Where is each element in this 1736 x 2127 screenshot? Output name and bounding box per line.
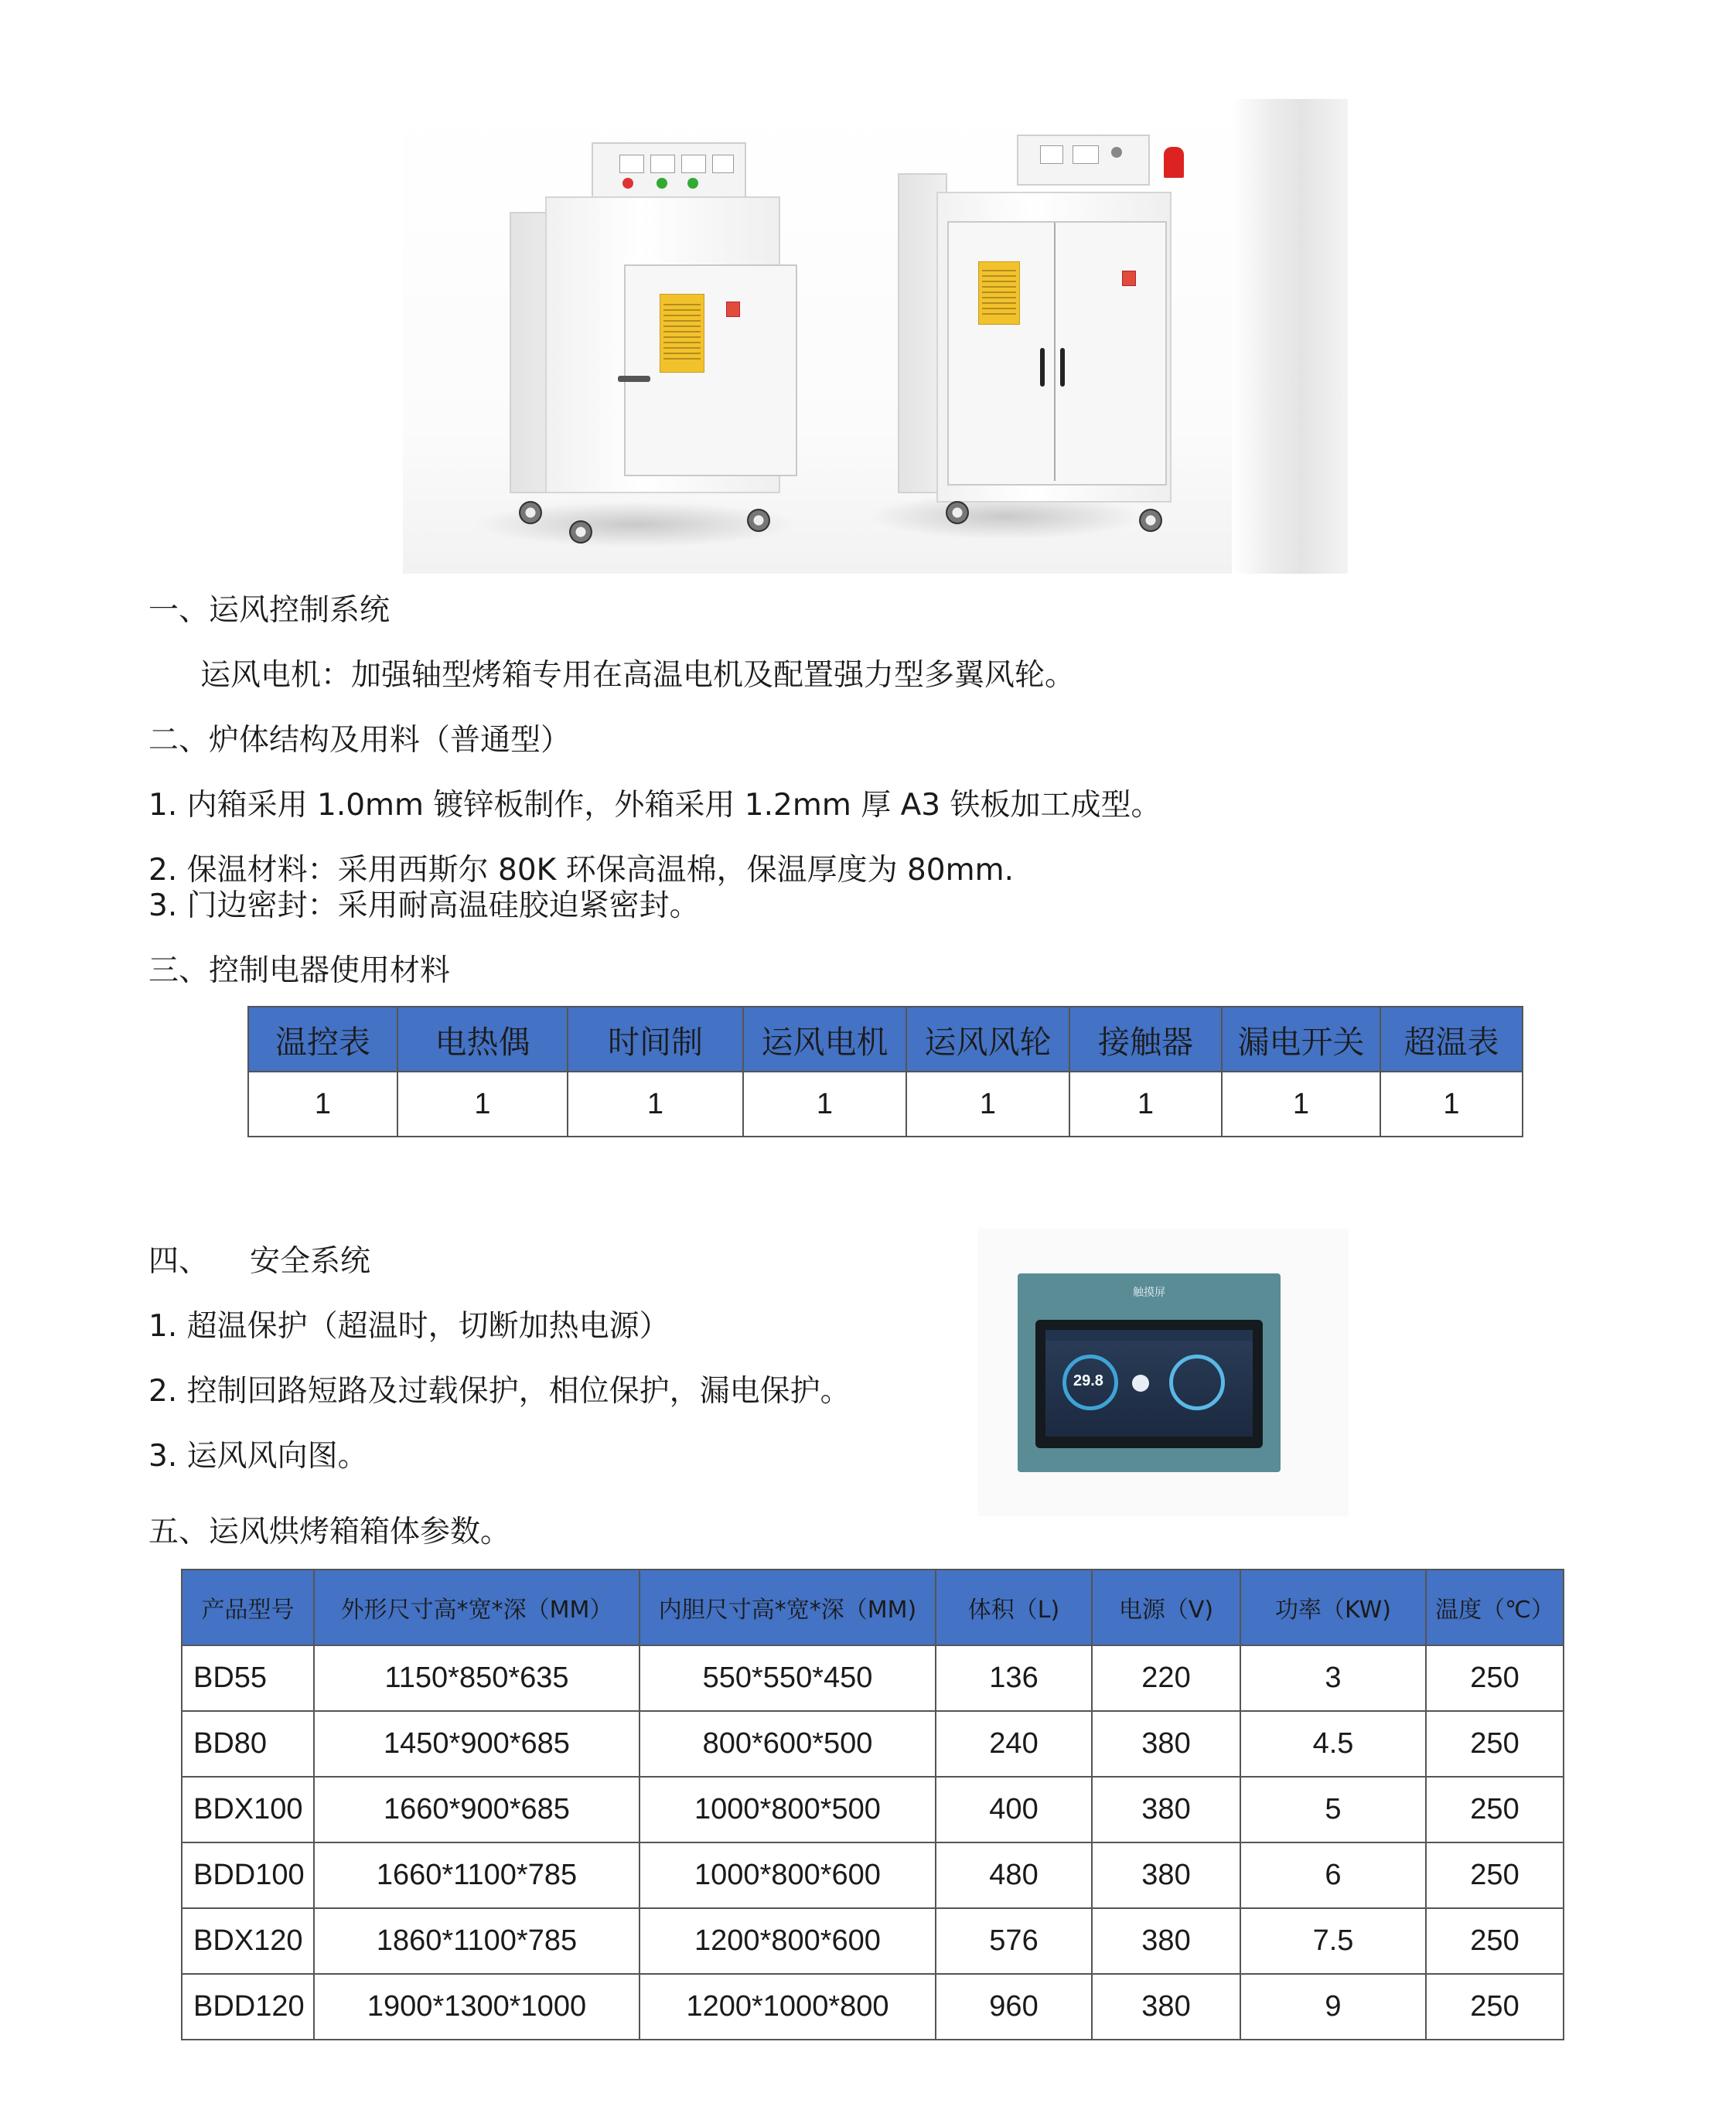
oven-door [624, 264, 797, 476]
section4-item: 1. 超温保护（超温时，切断加热电源） [148, 1309, 670, 1344]
table-cell: 5 [1240, 1777, 1426, 1842]
table-cell: 380 [1092, 1777, 1240, 1842]
section2-item: 3. 门边密封：采用耐高温硅胶迫紧密封。 [148, 888, 700, 923]
table-cell: 380 [1092, 1711, 1240, 1777]
table-header-cell: 体积（L) [936, 1570, 1092, 1645]
temp-meter [619, 155, 644, 173]
section4-item: 2. 控制回路短路及过载保护，相位保护，漏电保护。 [148, 1374, 851, 1409]
table-cell: 380 [1092, 1842, 1240, 1908]
table-cell: 1860*1100*785 [314, 1908, 639, 1974]
table-cell: 1660*900*685 [314, 1777, 639, 1842]
table-cell: 380 [1092, 1908, 1240, 1974]
section4-item: 3. 运风风向图。 [148, 1439, 368, 1474]
model-cell: BDX120 [182, 1908, 314, 1974]
table-cell: 380 [1092, 1974, 1240, 2040]
table-row [182, 1645, 1564, 1711]
door-handle [1040, 348, 1045, 387]
table-cell: 1 [1069, 1072, 1222, 1137]
table-header-cell: 内胆尺寸高*宽*深（MM) [639, 1570, 936, 1645]
control-panel [592, 142, 746, 198]
section5-heading: 五、运风烘烤箱箱体参数。 [148, 1515, 511, 1549]
table-cell: 250 [1426, 1842, 1564, 1908]
screen-title: 触摸屏 [1133, 1287, 1165, 1299]
section4-heading: 安全系统 [250, 1244, 371, 1279]
table-header-cell: 接触器 [1069, 1007, 1222, 1072]
temp-meter [1040, 145, 1063, 164]
table-row [248, 1072, 1523, 1137]
table-cell: 7.5 [1240, 1908, 1426, 1974]
table-cell: 250 [1426, 1974, 1564, 2040]
timer-gauge-icon [1169, 1355, 1225, 1410]
table-header-cell: 电热偶 [397, 1007, 568, 1072]
model-cell: BD55 [182, 1645, 314, 1711]
table-row [182, 1974, 1564, 2040]
table-row [182, 1711, 1564, 1777]
model-cell: BDD120 [182, 1974, 314, 2040]
table-header-cell: 外形尺寸高*宽*深（MM） [314, 1570, 639, 1645]
control-panel [1017, 135, 1150, 186]
oven-body [936, 192, 1172, 503]
alarm-light-icon [1164, 147, 1184, 178]
timer-meter [650, 155, 675, 173]
table-cell: 1 [397, 1072, 568, 1137]
table-cell: 576 [936, 1908, 1092, 1974]
table-cell: 240 [936, 1711, 1092, 1777]
hazard-sticker [1122, 271, 1136, 286]
table-header-cell: 电源（V) [1092, 1570, 1240, 1645]
table-header-cell: 功率（KW) [1240, 1570, 1426, 1645]
table-cell: 800*600*500 [639, 1711, 936, 1777]
gauge-value: 29.8 [1073, 1372, 1103, 1389]
table-row [182, 1908, 1564, 1974]
switch-knob [1111, 147, 1122, 158]
table-cell: 136 [936, 1645, 1092, 1711]
table-cell: 220 [1092, 1645, 1240, 1711]
indicator-light [657, 178, 667, 189]
section4-heading-number: 四、 [148, 1244, 210, 1279]
table-cell: 6 [1240, 1842, 1426, 1908]
table-cell: 4.5 [1240, 1711, 1426, 1777]
table-cell: 1150*850*635 [314, 1645, 639, 1711]
table-cell: 250 [1426, 1777, 1564, 1842]
table-cell: 400 [936, 1777, 1092, 1842]
table-row [182, 1842, 1564, 1908]
table-cell: 1000*800*600 [639, 1842, 936, 1908]
table-cell: 1200*1000*800 [639, 1974, 936, 2040]
table-cell: 550*550*450 [639, 1645, 936, 1711]
table-cell: 1 [1380, 1072, 1523, 1137]
product-photo [403, 99, 1348, 574]
table-cell: 1660*1100*785 [314, 1842, 639, 1908]
screen-display [1045, 1330, 1253, 1437]
table-cell: 9 [1240, 1974, 1426, 2040]
table-cell: 1 [1222, 1072, 1380, 1137]
section3-heading: 三、控制电器使用材料 [148, 953, 451, 988]
table-cell: 1200*800*600 [639, 1908, 936, 1974]
caster-wheel [569, 520, 592, 544]
indicator-light [687, 178, 698, 189]
section2-item: 2. 保温材料：采用西斯尔 80K 环保高温棉，保温厚度为 80mm. [148, 853, 1015, 888]
table-row [182, 1777, 1564, 1842]
caster-wheel [1139, 509, 1162, 532]
table-header-row [182, 1570, 1564, 1645]
table-header-cell: 时间制 [568, 1007, 743, 1072]
status-bar [1045, 1330, 1253, 1341]
table-cell: 1 [906, 1072, 1069, 1137]
oven-parameters-table [181, 1569, 1564, 2040]
meter [712, 155, 734, 173]
table-header-cell: 漏电开关 [1222, 1007, 1380, 1072]
table-cell: 250 [1426, 1645, 1564, 1711]
section1-body: 运风电机：加强轴型烤箱专用在高温电机及配置强力型多翼风轮。 [200, 658, 1076, 693]
table-header-cell: 温控表 [248, 1007, 397, 1072]
table-cell: 1900*1300*1000 [314, 1974, 639, 2040]
section2-item: 1. 内箱采用 1.0mm 镀锌板制作，外箱采用 1.2mm 厚 A3 铁板加工成型。 [148, 788, 1161, 823]
table-header-cell: 运风风轮 [906, 1007, 1069, 1072]
screen-bezel [1035, 1320, 1263, 1448]
touch-screen-panel [1018, 1273, 1281, 1472]
table-cell: 1 [743, 1072, 906, 1137]
caster-wheel [946, 501, 969, 524]
door-latch [618, 376, 650, 382]
table-header-row [248, 1007, 1523, 1072]
warning-label [978, 261, 1020, 325]
indicator-light [622, 178, 633, 189]
caster-wheel [519, 501, 542, 524]
section1-heading: 一、运风控制系统 [148, 593, 391, 628]
model-cell: BDD100 [182, 1842, 314, 1908]
power-button-icon [1132, 1375, 1149, 1392]
meter [681, 155, 706, 173]
electrical-materials-table [247, 1006, 1523, 1137]
caster-wheel [747, 509, 770, 532]
timer-meter [1073, 145, 1099, 164]
table-header-cell: 超温表 [1380, 1007, 1523, 1072]
background-pillar [1232, 99, 1348, 574]
table-header-cell: 温度（℃） [1426, 1570, 1564, 1645]
table-cell: 1 [248, 1072, 397, 1137]
table-cell: 1000*800*500 [639, 1777, 936, 1842]
model-cell: BD80 [182, 1711, 314, 1777]
hazard-sticker [726, 302, 740, 317]
table-cell: 1 [568, 1072, 743, 1137]
table-cell: 250 [1426, 1711, 1564, 1777]
oven-body [545, 196, 780, 493]
table-header-cell: 产品型号 [182, 1570, 314, 1645]
table-cell: 480 [936, 1842, 1092, 1908]
door-seam [1054, 223, 1056, 481]
touch-screen-photo [977, 1229, 1349, 1516]
table-cell: 3 [1240, 1645, 1426, 1711]
table-cell: 960 [936, 1974, 1092, 2040]
table-cell: 1450*900*685 [314, 1711, 639, 1777]
section2-heading: 二、炉体结构及用料（普通型） [148, 723, 571, 758]
table-header-cell: 运风电机 [743, 1007, 906, 1072]
model-cell: BDX100 [182, 1777, 314, 1842]
table-cell: 250 [1426, 1908, 1564, 1974]
warning-label [660, 294, 704, 373]
door-handle [1060, 348, 1065, 387]
